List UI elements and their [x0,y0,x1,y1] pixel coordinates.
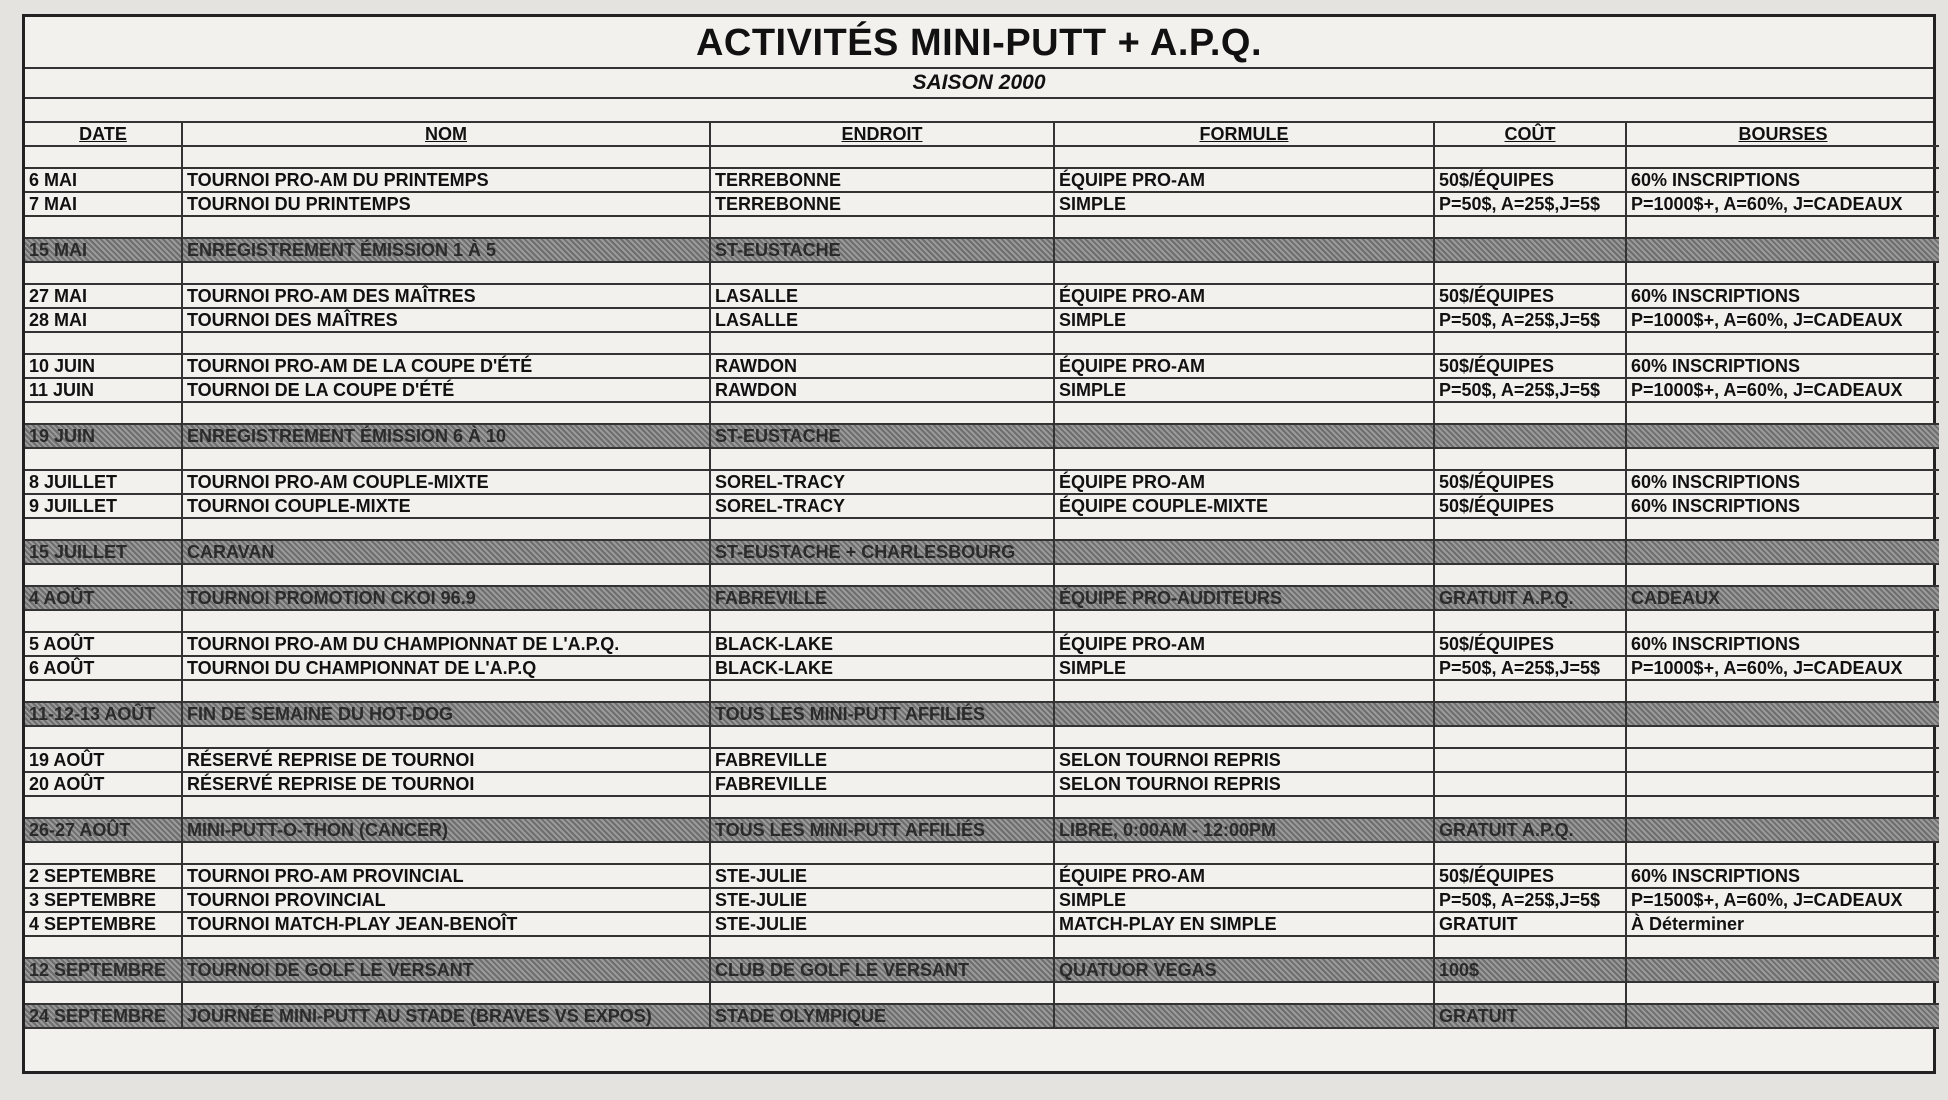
cell-nom [182,216,710,238]
cell-endroit [710,982,1054,1004]
cell-bourses: 60% INSCRIPTIONS [1626,632,1939,656]
cell-cout [1434,518,1626,540]
cell-date: 20 AOÛT [25,772,182,796]
cell-nom [182,332,710,354]
cell-cout: P=50$, A=25$,J=5$ [1434,192,1626,216]
cell-nom: TOURNOI PROMOTION CKOI 96.9 [182,586,710,610]
cell-cout [1434,540,1626,564]
header-nom: NOM [182,123,710,146]
cell-bourses [1626,842,1939,864]
cell-formule: ÉQUIPE COUPLE-MIXTE [1054,494,1434,518]
cell-bourses: 60% INSCRIPTIONS [1626,168,1939,192]
cell-bourses: P=1000$+, A=60%, J=CADEAUX [1626,308,1939,332]
cell-cout: GRATUIT A.P.Q. [1434,586,1626,610]
spacer-row [25,842,1939,864]
cell-endroit [710,936,1054,958]
cell-endroit [710,402,1054,424]
cell-endroit: BLACK-LAKE [710,632,1054,656]
cell-endroit [710,796,1054,818]
cell-formule: ÉQUIPE PRO-AM [1054,168,1434,192]
table-row [25,888,1939,912]
table-row [25,192,1939,216]
cell-bourses [1626,748,1939,772]
table-row [25,748,1939,772]
cell-endroit [710,518,1054,540]
cell-cout: 50$/ÉQUIPES [1434,284,1626,308]
cell-date [25,982,182,1004]
cell-formule [1054,332,1434,354]
cell-endroit: ST-EUSTACHE + CHARLESBOURG [710,540,1054,564]
cell-nom: ENREGISTREMENT ÉMISSION 1 À 5 [182,238,710,262]
cell-date [25,518,182,540]
cell-formule: SIMPLE [1054,888,1434,912]
table-row [25,656,1939,680]
cell-cout [1434,796,1626,818]
cell-cout: P=50$, A=25$,J=5$ [1434,378,1626,402]
spacer-row [25,610,1939,632]
cell-bourses [1626,1004,1939,1028]
cell-formule [1054,402,1434,424]
shaded-event-row [25,424,1939,448]
cell-formule [1054,796,1434,818]
cell-bourses [1626,216,1939,238]
header-date: DATE [25,123,182,146]
cell-date [25,262,182,284]
table-row [25,284,1939,308]
cell-cout: 50$/ÉQUIPES [1434,864,1626,888]
cell-formule [1054,702,1434,726]
cell-bourses: 60% INSCRIPTIONS [1626,864,1939,888]
cell-endroit [710,726,1054,748]
cell-endroit: LASALLE [710,308,1054,332]
cell-nom [182,564,710,586]
cell-bourses [1626,564,1939,586]
header-row [25,123,1939,146]
cell-date: 24 SEPTEMBRE [25,1004,182,1028]
cell-date: 7 MAI [25,192,182,216]
cell-bourses: P=1000$+, A=60%, J=CADEAUX [1626,656,1939,680]
table-row [25,632,1939,656]
cell-endroit: STE-JULIE [710,912,1054,936]
cell-endroit: BLACK-LAKE [710,656,1054,680]
cell-endroit [710,262,1054,284]
cell-cout [1434,238,1626,262]
shaded-event-row [25,1004,1939,1028]
cell-bourses: 60% INSCRIPTIONS [1626,354,1939,378]
cell-nom: TOURNOI PRO-AM DE LA COUPE D'ÉTÉ [182,354,710,378]
cell-endroit [710,448,1054,470]
cell-endroit: FABREVILLE [710,748,1054,772]
cell-endroit: TERREBONNE [710,168,1054,192]
table-row [25,772,1939,796]
cell-bourses [1626,518,1939,540]
cell-cout: 50$/ÉQUIPES [1434,632,1626,656]
cell-date: 9 JUILLET [25,494,182,518]
header-cout: COÛT [1434,123,1626,146]
spacer-row [25,564,1939,586]
cell-bourses [1626,726,1939,748]
cell-endroit: TOUS LES MINI-PUTT AFFILIÉS [710,818,1054,842]
cell-cout [1434,424,1626,448]
spacer-row [25,726,1939,748]
cell-date [25,796,182,818]
cell-nom: TOURNOI PRO-AM DU CHAMPIONNAT DE L'A.P.Q. [182,632,710,656]
cell-formule [1054,564,1434,586]
cell-endroit [710,564,1054,586]
cell-nom: TOURNOI PROVINCIAL [182,888,710,912]
cell-bourses [1626,448,1939,470]
cell-bourses [1626,540,1939,564]
cell-bourses: P=1500$+, A=60%, J=CADEAUX [1626,888,1939,912]
cell-nom [182,726,710,748]
cell-formule [1054,238,1434,262]
cell-endroit: LASALLE [710,284,1054,308]
cell-endroit: TOUS LES MINI-PUTT AFFILIÉS [710,702,1054,726]
cell-date: 15 JUILLET [25,540,182,564]
cell-date: 19 AOÛT [25,748,182,772]
cell-cout [1434,448,1626,470]
cell-formule [1054,540,1434,564]
cell-endroit: SOREL-TRACY [710,494,1054,518]
cell-cout [1434,610,1626,632]
cell-nom: RÉSERVÉ REPRISE DE TOURNOI [182,772,710,796]
cell-cout [1434,146,1626,168]
cell-formule: SIMPLE [1054,308,1434,332]
cell-date [25,936,182,958]
cell-bourses [1626,238,1939,262]
spacer-row [25,448,1939,470]
cell-bourses [1626,958,1939,982]
table-row [25,168,1939,192]
cell-date: 2 SEPTEMBRE [25,864,182,888]
cell-formule [1054,680,1434,702]
shaded-event-row [25,238,1939,262]
cell-formule [1054,424,1434,448]
cell-date: 11 JUIN [25,378,182,402]
cell-cout [1434,842,1626,864]
cell-nom: JOURNÉE MINI-PUTT AU STADE (BRAVES VS EXPOS) [182,1004,710,1028]
cell-nom: FIN DE SEMAINE DU HOT-DOG [182,702,710,726]
table-row [25,494,1939,518]
cell-nom: ENREGISTREMENT ÉMISSION 6 À 10 [182,424,710,448]
table-row [25,378,1939,402]
header-endroit: ENDROIT [710,123,1054,146]
cell-date: 28 MAI [25,308,182,332]
cell-date: 6 AOÛT [25,656,182,680]
cell-bourses [1626,610,1939,632]
cell-bourses [1626,936,1939,958]
shaded-event-row [25,702,1939,726]
cell-formule [1054,610,1434,632]
cell-endroit [710,216,1054,238]
cell-formule: SELON TOURNOI REPRIS [1054,748,1434,772]
cell-date [25,448,182,470]
cell-bourses [1626,796,1939,818]
cell-endroit: RAWDON [710,378,1054,402]
cell-date [25,726,182,748]
cell-bourses [1626,680,1939,702]
cell-nom: TOURNOI DES MAÎTRES [182,308,710,332]
cell-nom [182,936,710,958]
cell-endroit: STE-JULIE [710,888,1054,912]
cell-cout [1434,216,1626,238]
cell-cout [1434,332,1626,354]
cell-bourses [1626,424,1939,448]
cell-bourses: P=1000$+, A=60%, J=CADEAUX [1626,192,1939,216]
spacer-row [25,982,1939,1004]
cell-nom: TOURNOI PRO-AM COUPLE-MIXTE [182,470,710,494]
cell-bourses: CADEAUX [1626,586,1939,610]
spacer-row [25,146,1939,168]
header-formule: FORMULE [1054,123,1434,146]
cell-endroit: SOREL-TRACY [710,470,1054,494]
cell-cout: GRATUIT [1434,1004,1626,1028]
cell-endroit: FABREVILLE [710,772,1054,796]
cell-formule [1054,1004,1434,1028]
spacer-row [25,402,1939,424]
cell-nom: TOURNOI PRO-AM PROVINCIAL [182,864,710,888]
spacer-row [25,796,1939,818]
cell-endroit: CLUB DE GOLF LE VERSANT [710,958,1054,982]
cell-endroit: TERREBONNE [710,192,1054,216]
cell-date [25,842,182,864]
table-row [25,912,1939,936]
cell-cout: 100$ [1434,958,1626,982]
cell-date [25,564,182,586]
cell-nom: RÉSERVÉ REPRISE DE TOURNOI [182,748,710,772]
cell-date: 4 AOÛT [25,586,182,610]
cell-nom: TOURNOI COUPLE-MIXTE [182,494,710,518]
cell-formule: SIMPLE [1054,378,1434,402]
cell-endroit [710,680,1054,702]
document-title: ACTIVITÉS MINI-PUTT + A.P.Q. [25,17,1933,69]
table-row [25,864,1939,888]
cell-formule: QUATUOR VEGAS [1054,958,1434,982]
cell-cout [1434,702,1626,726]
document-subtitle: SAISON 2000 [25,69,1933,99]
cell-date [25,402,182,424]
cell-nom [182,448,710,470]
cell-cout [1434,936,1626,958]
cell-date [25,680,182,702]
cell-date: 5 AOÛT [25,632,182,656]
spacer-row [25,518,1939,540]
cell-endroit: RAWDON [710,354,1054,378]
cell-formule: ÉQUIPE PRO-AM [1054,354,1434,378]
cell-bourses [1626,818,1939,842]
cell-cout [1434,262,1626,284]
cell-nom: TOURNOI DU CHAMPIONNAT DE L'A.P.Q [182,656,710,680]
cell-nom [182,146,710,168]
shaded-event-row [25,586,1939,610]
cell-date [25,146,182,168]
cell-nom: TOURNOI DE LA COUPE D'ÉTÉ [182,378,710,402]
cell-bourses: 60% INSCRIPTIONS [1626,470,1939,494]
table-row [25,354,1939,378]
cell-date: 27 MAI [25,284,182,308]
header-bourses: BOURSES [1626,123,1939,146]
cell-cout [1434,982,1626,1004]
cell-nom [182,402,710,424]
cell-bourses: P=1000$+, A=60%, J=CADEAUX [1626,378,1939,402]
table-row [25,308,1939,332]
shaded-event-row [25,958,1939,982]
cell-nom: TOURNOI DE GOLF LE VERSANT [182,958,710,982]
table-row [25,470,1939,494]
cell-endroit: FABREVILLE [710,586,1054,610]
cell-formule: ÉQUIPE PRO-AM [1054,632,1434,656]
cell-endroit [710,146,1054,168]
cell-nom [182,610,710,632]
cell-endroit [710,610,1054,632]
cell-formule: SELON TOURNOI REPRIS [1054,772,1434,796]
cell-nom [182,842,710,864]
cell-bourses [1626,332,1939,354]
cell-nom: TOURNOI DU PRINTEMPS [182,192,710,216]
cell-date: 15 MAI [25,238,182,262]
cell-bourses [1626,982,1939,1004]
cell-nom [182,262,710,284]
cell-nom: MINI-PUTT-O-THON (CANCER) [182,818,710,842]
cell-cout: P=50$, A=25$,J=5$ [1434,308,1626,332]
cell-formule [1054,726,1434,748]
cell-date [25,332,182,354]
cell-nom: CARAVAN [182,540,710,564]
cell-formule: SIMPLE [1054,192,1434,216]
cell-nom: TOURNOI MATCH-PLAY JEAN-BENOÎT [182,912,710,936]
spacer-row [25,680,1939,702]
cell-endroit: STE-JULIE [710,864,1054,888]
cell-formule [1054,982,1434,1004]
cell-date: 3 SEPTEMBRE [25,888,182,912]
cell-nom [182,982,710,1004]
cell-bourses [1626,772,1939,796]
cell-date: 11-12-13 AOÛT [25,702,182,726]
cell-endroit [710,332,1054,354]
spacer-row [25,216,1939,238]
cell-bourses [1626,146,1939,168]
cell-formule: MATCH-PLAY EN SIMPLE [1054,912,1434,936]
cell-bourses: 60% INSCRIPTIONS [1626,284,1939,308]
shaded-event-row [25,818,1939,842]
cell-formule [1054,262,1434,284]
cell-nom [182,796,710,818]
cell-nom: TOURNOI PRO-AM DES MAÎTRES [182,284,710,308]
spacer-row [25,936,1939,958]
cell-date: 12 SEPTEMBRE [25,958,182,982]
cell-formule [1054,216,1434,238]
cell-cout [1434,564,1626,586]
cell-date: 4 SEPTEMBRE [25,912,182,936]
cell-cout: GRATUIT [1434,912,1626,936]
spacer-row [25,332,1939,354]
cell-formule: SIMPLE [1054,656,1434,680]
cell-cout [1434,402,1626,424]
activities-body [25,146,1939,1028]
cell-cout [1434,726,1626,748]
schedule-sheet [22,14,1936,1074]
cell-date: 10 JUIN [25,354,182,378]
blank-row [25,99,1933,123]
cell-endroit [710,842,1054,864]
cell-cout: P=50$, A=25$,J=5$ [1434,656,1626,680]
cell-date: 19 JUIN [25,424,182,448]
cell-formule [1054,842,1434,864]
cell-formule [1054,518,1434,540]
spacer-row [25,262,1939,284]
cell-date: 6 MAI [25,168,182,192]
cell-formule: ÉQUIPE PRO-AM [1054,864,1434,888]
cell-bourses [1626,402,1939,424]
cell-cout [1434,748,1626,772]
cell-formule [1054,448,1434,470]
cell-formule [1054,936,1434,958]
cell-date [25,216,182,238]
cell-bourses: 60% INSCRIPTIONS [1626,494,1939,518]
cell-bourses [1626,262,1939,284]
cell-date: 26-27 AOÛT [25,818,182,842]
activities-table [25,123,1939,1029]
cell-bourses [1626,702,1939,726]
cell-formule: LIBRE, 0:00AM - 12:00PM [1054,818,1434,842]
cell-cout: 50$/ÉQUIPES [1434,168,1626,192]
cell-formule [1054,146,1434,168]
cell-endroit: ST-EUSTACHE [710,424,1054,448]
cell-endroit: ST-EUSTACHE [710,238,1054,262]
cell-bourses: À Déterminer [1626,912,1939,936]
cell-cout: GRATUIT A.P.Q. [1434,818,1626,842]
cell-cout: 50$/ÉQUIPES [1434,354,1626,378]
cell-nom [182,518,710,540]
cell-cout [1434,772,1626,796]
cell-cout: P=50$, A=25$,J=5$ [1434,888,1626,912]
cell-endroit: STADE OLYMPIQUE [710,1004,1054,1028]
cell-cout [1434,680,1626,702]
cell-date [25,610,182,632]
shaded-event-row [25,540,1939,564]
cell-cout: 50$/ÉQUIPES [1434,470,1626,494]
cell-date: 8 JUILLET [25,470,182,494]
cell-formule: ÉQUIPE PRO-AM [1054,470,1434,494]
cell-formule: ÉQUIPE PRO-AUDITEURS [1054,586,1434,610]
cell-formule: ÉQUIPE PRO-AM [1054,284,1434,308]
cell-cout: 50$/ÉQUIPES [1434,494,1626,518]
cell-nom [182,680,710,702]
cell-nom: TOURNOI PRO-AM DU PRINTEMPS [182,168,710,192]
